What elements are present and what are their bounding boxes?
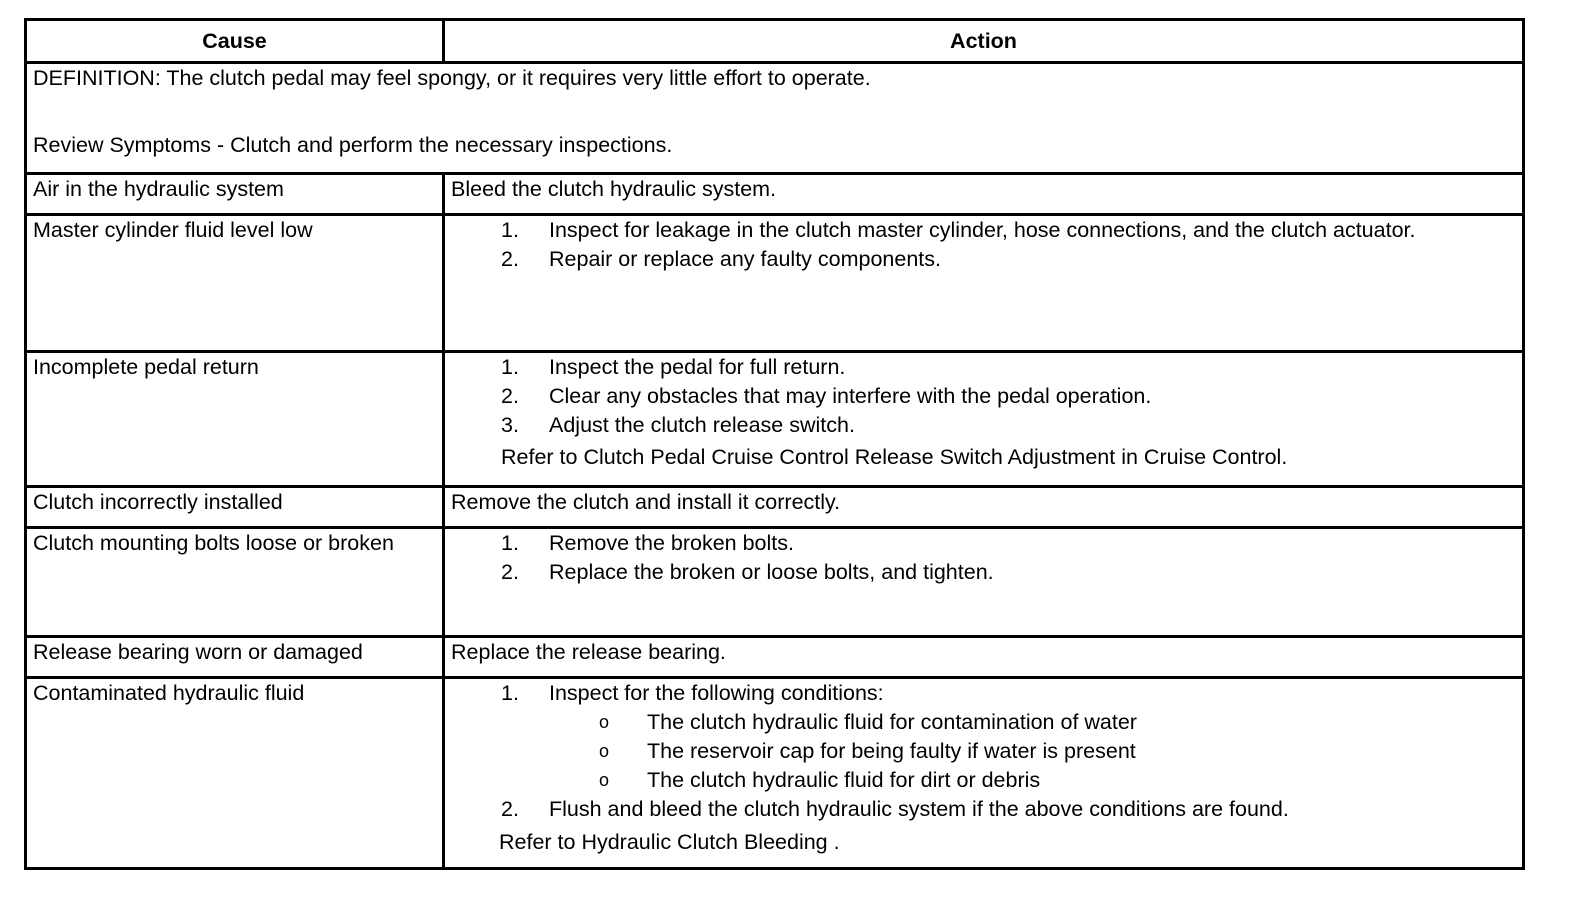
condition-item [599,737,1516,766]
step-number: 1. [501,218,519,242]
step-text: Remove the broken bolts. [549,531,794,555]
definition-row [26,63,1524,174]
bullet-icon: o [599,712,610,732]
step-number: 1. [501,681,519,705]
header-action: Action [444,20,1524,63]
action-step [501,558,1516,587]
step-number: 1. [501,531,519,555]
step-text: Adjust the clutch release switch. [549,413,855,437]
step-text: Inspect for leakage in the clutch master cylinder, hose connections, and the clutch actuator. [549,218,1416,242]
step-text: Clear any obstacles that may interfere with the pedal operation. [549,384,1152,408]
bullet-icon: o [599,741,610,761]
step-text: Replace the broken or loose bolts, and tighten. [549,560,994,584]
cause-cell: Clutch incorrectly installed [26,487,444,528]
table-row [26,174,1524,215]
diagnostic-table [24,18,1525,870]
condition-text: The clutch hydraulic fluid for contamination of water [647,710,1137,734]
cause-cell: Release bearing worn or damaged [26,637,444,678]
condition-list [549,708,1516,795]
definition-cell [26,63,1524,174]
cause-cell: Incomplete pedal return [26,352,444,487]
action-step [501,216,1516,245]
table-row [26,215,1524,352]
header-cause: Cause [26,20,444,63]
step-text: Repair or replace any faulty components. [549,247,941,271]
step-number: 2. [501,560,519,584]
cause-cell: Master cylinder fluid level low [26,215,444,352]
condition-text: The reservoir cap for being faulty if water is present [647,739,1136,763]
action-cell: Bleed the clutch hydraulic system. [444,174,1524,215]
action-cell [444,528,1524,637]
table-row [26,678,1524,869]
action-cell [444,678,1524,869]
action-step [501,679,1516,795]
table-row [26,528,1524,637]
table-row [26,352,1524,487]
step-number: 2. [501,247,519,271]
action-steps [451,679,1516,824]
reference-text: Refer to Clutch Pedal Cruise Control Release Switch Adjustment in Cruise Control. [501,445,1288,469]
action-step [501,245,1516,274]
action-step [501,411,1516,440]
step-text: Inspect the pedal for full return. [549,355,846,379]
bullet-icon: o [599,770,610,790]
action-step [501,795,1516,824]
table-row [26,487,1524,528]
definition-text: DEFINITION: The clutch pedal may feel spongy, or it requires very little effort to operate. [33,66,871,90]
diagnostic-table-page [24,18,1522,866]
action-steps [451,529,1516,587]
step-number: 2. [501,797,519,821]
condition-item [599,766,1516,795]
cause-cell: Clutch mounting bolts loose or broken [26,528,444,637]
action-cell [444,215,1524,352]
action-steps [451,353,1516,440]
action-cell: Replace the release bearing. [444,637,1524,678]
header-row [26,20,1524,63]
condition-text: The clutch hydraulic fluid for dirt or debris [647,768,1041,792]
cause-cell: Contaminated hydraulic fluid [26,678,444,869]
action-cell [444,352,1524,487]
table-row [26,637,1524,678]
action-step [501,353,1516,382]
review-text: Review Symptoms - Clutch and perform the necessary inspections. [33,133,673,157]
step-number: 3. [501,413,519,437]
step-number: 1. [501,355,519,379]
cause-cell: Air in the hydraulic system [26,174,444,215]
step-text: Flush and bleed the clutch hydraulic system if the above conditions are found. [549,797,1289,821]
action-steps [451,216,1516,274]
step-number: 2. [501,384,519,408]
step-text: Inspect for the following conditions: [549,681,884,705]
action-step [501,529,1516,558]
reference-text: Refer to Hydraulic Clutch Bleeding . [499,830,840,854]
action-step [501,382,1516,411]
condition-item [599,708,1516,737]
action-cell: Remove the clutch and install it correctly. [444,487,1524,528]
